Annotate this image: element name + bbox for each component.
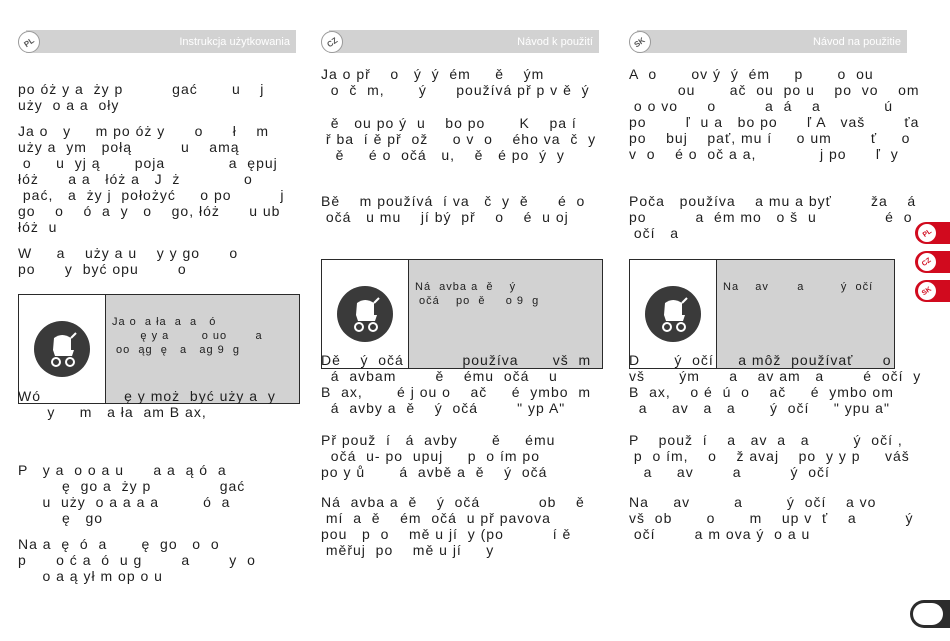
info-box-text-pl: Ja o a ła a a ó ę y a o uo a oo ąg ę a ag 9 g (106, 295, 299, 403)
paragraph-pl-5: P y a o o a u a a ą ó a ę go a ży p gać u uży o a a a a ó a ę go (18, 462, 246, 526)
paragraph-pl-2: Ja o y m po óż y o ł m uży a ym połą u amą o u yj ą poja a ępuj łóż a a łóż a J ż o pać, a ży j położyć o po j go o ó a y o go, łóż u ub łóż u (18, 123, 285, 235)
paragraph-cz-4: Dě ý očá používa vš m á avbam ě ému očá u B ax, é j ou o ač é ymbo m á avby a ě ý očá " yp A" (321, 352, 592, 416)
paragraph-pl-1: po óż y a ży p gać u j uży o a a oły (18, 81, 265, 113)
side-tab-badge-pl: PL (917, 223, 937, 243)
language-badge-cz: CZ (321, 31, 343, 53)
language-badge-pl: PL (18, 31, 40, 53)
paragraph-pl-3: W a uży a u y y go o po y być opu o (18, 245, 239, 277)
header-title-sk: Návod na použitie (637, 30, 907, 53)
header-slovak (629, 30, 907, 54)
paragraph-sk-2: Poča používa a mu a byť ža á po a ém mo o š u é o očí a (629, 193, 917, 241)
header-polish (18, 30, 296, 54)
paragraph-sk-1: A o ov ý ý ém p o ou ou ač ou po u po vo om o o vo o a á a ú po ľ u a bo po ľ A vaš ťa po buj pať, mu í o um ť o v o é o oč a a, j po ľ y (629, 66, 920, 162)
language-badge-sk: SK (629, 31, 651, 53)
side-tab-cz[interactable] (915, 251, 950, 273)
paragraph-cz-5: Př použ í á avby ě ému očá u- po upuj p o ím po po y ů á avbě a ě ý očá (321, 432, 556, 480)
side-tab-badge-cz: CZ (917, 252, 937, 272)
paragraph-sk-4: P použ í a av a a ý očí , p o ím, o ž avaj po y y p váš a av a ý očí (629, 432, 910, 480)
info-box-text-cz: Ná avba a ě ý očá po ě o 9 g (409, 260, 602, 368)
paragraph-cz-1: Ja o př o ý ý ém ě ým o č m, ý používá př p v ě ý (321, 66, 590, 98)
stroller-icon (335, 284, 395, 344)
header-title-cz: Návod k použití (329, 30, 599, 53)
paragraph-cz-6: Ná avba a ě ý očá ob ě mí a ě ém očá u př pavova pou p o mě u jí y (po í ě měřuj po mě u jí y (321, 494, 585, 558)
page-tab-marker (910, 600, 950, 628)
header-czech (321, 30, 599, 54)
paragraph-cz-2: ě ou po ý u bo po K pa í ř ba í ě př ož o v o ého va č y ě é o očá u, ě é po ý y (325, 115, 597, 163)
paragraph-sk-3: D ý očí a môž používať o vš ým a av am a é očí y B ax, o é ú o ač é ymbo om a av a a ý očí " ypu a" (629, 352, 922, 416)
paragraph-cz-3: Bě m používá í va č y ě é o očá u mu jí bý př o é u oj (321, 193, 586, 225)
column-czech (321, 30, 599, 558)
paragraph-pl-6: Na a ę ó a ę go o o p o ć a ó u g a y o o a ą ył m op o u (18, 536, 256, 584)
stroller-icon (32, 319, 92, 379)
column-polish (18, 30, 296, 584)
info-box-text-sk: Na av a ý očí (717, 260, 894, 368)
header-title-pl: Instrukcja użytkowania (26, 30, 296, 53)
paragraph-sk-5: Na av a ý očí a vo vš ob o m up v ť a ý očí a m ova ý o a u (629, 494, 914, 542)
side-tab-sk[interactable] (915, 280, 950, 302)
side-tab-badge-sk: SK (917, 281, 937, 301)
stroller-icon (643, 284, 703, 344)
column-slovak (629, 30, 922, 542)
page-marker-dot (913, 603, 943, 625)
side-tab-pl[interactable] (915, 222, 950, 244)
paragraph-pl-4: Wó ę y moż być uży a y y m a ła am B ax, (18, 388, 276, 420)
